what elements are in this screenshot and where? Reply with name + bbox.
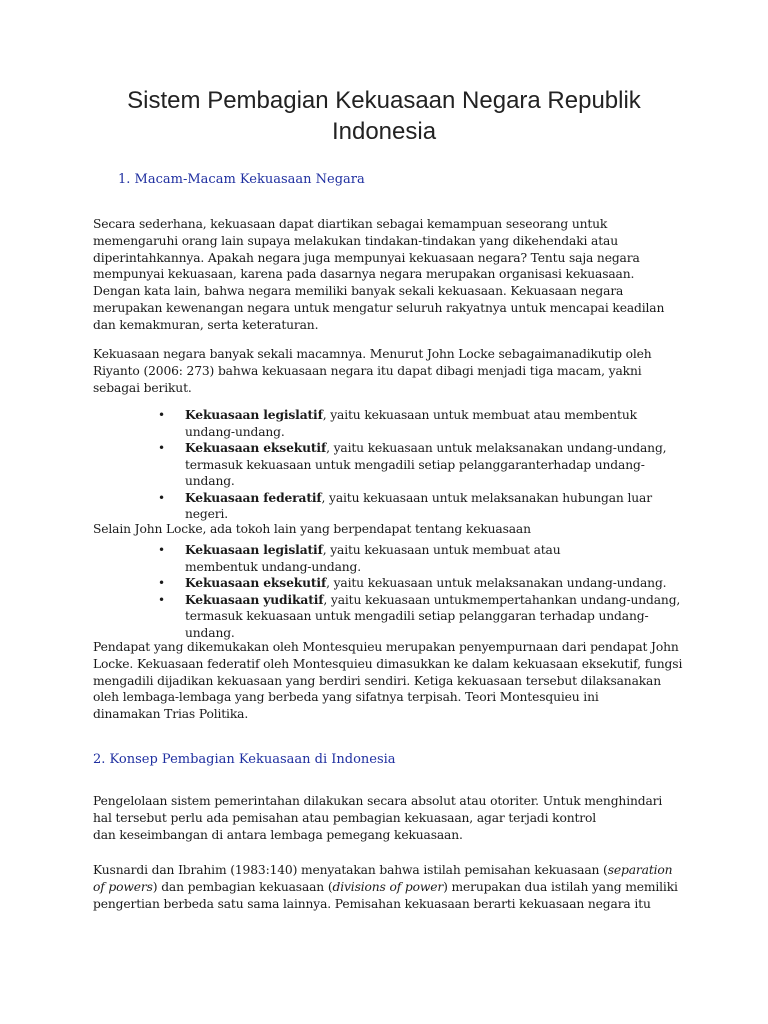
locke-power-list xyxy=(150,407,680,523)
list-item: • Kekuasaan legislatif, yaitu kekuasaan untuk membuat atau membentuk undang-undang. xyxy=(158,407,637,439)
list-item: • Kekuasaan eksekutif, yaitu kekuasaan untuk melaksanakan undang-undang, termasuk kekuasaan untuk mengadili setiap pelanggaranterhadap undang- undang. xyxy=(158,440,667,488)
list-item: • Kekuasaan eksekutif, yaitu kekuasaan untuk melaksanakan undang-undang. xyxy=(158,575,667,590)
list-item: • Kekuasaan yudikatif, yaitu kekuasaan untukmempertahankan undang-undang, termasuk kekuasaan untuk mengadili setiap pelanggaran terhadap undang- undang. xyxy=(158,591,681,640)
list-item: • Kekuasaan federatif, yaitu kekuasaan untuk melaksanakan hubungan luar negeri. xyxy=(158,489,652,521)
paragraph-3: Pendapat yang dikemukakan oleh Montesquieu merupakan penyempurnaan dari pendapat John Locke. Kekuasaan federatif oleh Montesquieu dimasukkan ke dalam kekuasaan eksekutif, fungsi mengadili dijadikan kekuasaan yang berdiri sendiri. Ketiga kekuasaan tersebut dilaksanakan oleh lembaga-lembaga yang berbeda yang sifatnya terpisah. Teori Montesquieu ini dinamakan Trias Politika. xyxy=(93,640,683,722)
list-item: • Kekuasaan legislatif, yaitu kekuasaan untuk membuat atau membentuk undang-undang. xyxy=(158,542,561,574)
section-1-heading: 1. Macam-Macam Kekuasaan Negara xyxy=(118,172,365,187)
section-2-heading: 2. Konsep Pembagian Kekuasaan di Indonesia xyxy=(93,752,396,767)
selain-sentence: Selain John Locke, ada tokoh lain yang berpendapat tentang kekuasaan xyxy=(93,522,531,536)
document-title: Sistem Pembagian Kekuasaan Negara Republik Indonesia xyxy=(127,87,641,145)
montesquieu-power-list xyxy=(150,542,680,641)
paragraph-2: Kekuasaan negara banyak sekali macamnya. Menurut John Locke sebagaimanadikutip oleh Riyanto (2006: 273) bahwa kekuasaan negara itu dapat dibagi menjadi tiga macam, yakni sebagai berikut. xyxy=(93,347,652,395)
paragraph-1: Secara sederhana, kekuasaan dapat diartikan sebagai kemampuan seseorang untuk memengaruhi orang lain supaya melakukan tindakan-tindakan yang dikehendaki atau diperintahkannya. Apakah negara juga mempunyai kekuasaan negara? Tentu saja negara mempunyai kekuasaan, karena pada dasarnya negara merupakan organisasi kekuasaan. Dengan kata lain, bahwa negara memiliki banyak sekali kekuasaan. Kekuasaan negara merupakan kewenangan negara untuk mengatur seluruh rakyatnya untuk mencapai keadilan dan kemakmuran, serta keteraturan. xyxy=(93,217,665,332)
paragraph-4: Pengelolaan sistem pemerintahan dilakukan secara absolut atau otoriter. Untuk menghindari hal tersebut perlu ada pemisahan atau pembagian kekuasaan, agar terjadi kontrol dan keseimbangan di antara lembaga pemegang kekuasaan. xyxy=(93,794,663,842)
paragraph-5: Kusnardi dan Ibrahim (1983:140) menyatakan bahwa istilah pemisahan kekuasaan (separation of powers) dan pembagian kekuasaan (divisions of power) merupakan dua istilah yang memiliki pengertian berbeda satu sama lainnya. Pemisahan kekuasaan berarti kekuasaan negara itu xyxy=(93,863,678,911)
